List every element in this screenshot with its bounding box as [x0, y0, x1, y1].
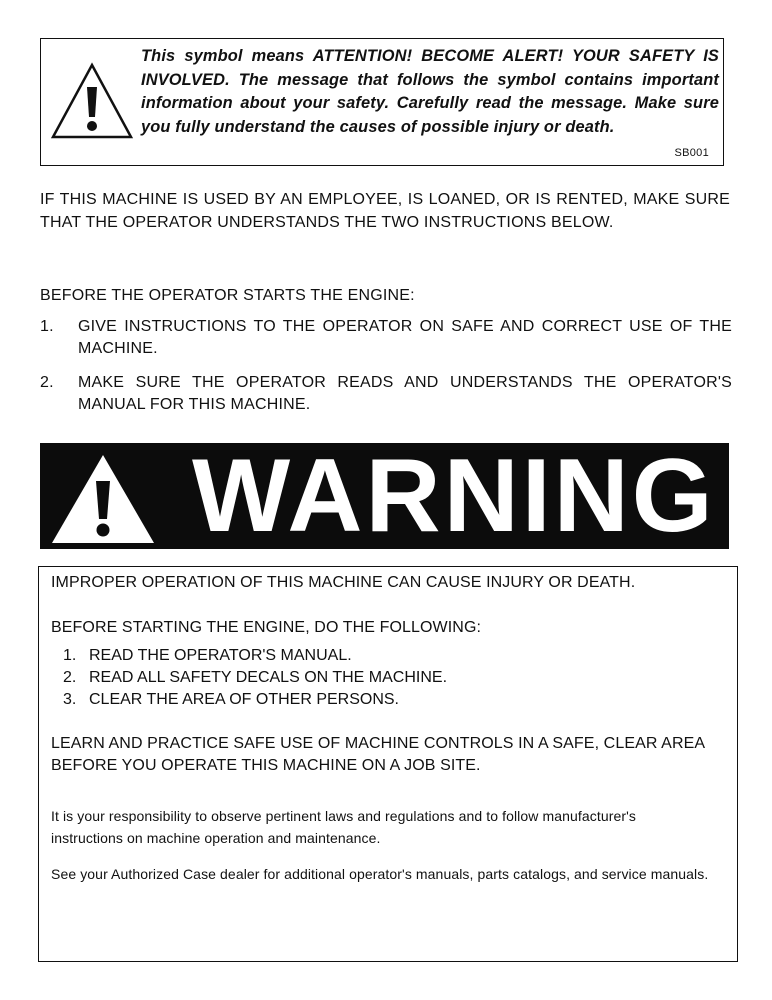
notice-dealer-paragraph: See your Authorized Case dealer for additional operator's manuals, parts catalogs, and service manuals. [51, 866, 709, 882]
list-item-number: 3. [63, 691, 77, 708]
list-item [40, 316, 732, 360]
list-item-text: CLEAR THE AREA OF OTHER PERSONS. [89, 691, 399, 708]
warning-triangle-icon [49, 61, 135, 141]
list-item [63, 645, 447, 667]
notice-before-heading: BEFORE STARTING THE ENGINE, DO THE FOLLOWING: [51, 619, 482, 636]
safety-notice-box [38, 566, 738, 962]
list-item-text: READ ALL SAFETY DECALS ON THE MACHINE. [89, 669, 448, 686]
warning-label: WARNING [192, 438, 716, 554]
intro-before-heading: BEFORE THE OPERATOR STARTS THE ENGINE: [40, 287, 415, 304]
list-item-number: 2. [63, 669, 77, 686]
warning-triangle-icon [50, 453, 156, 545]
intro-paragraph: IF THIS MACHINE IS USED BY AN EMPLOYEE, IS LOANED, OR IS RENTED, MAKE SURE THAT THE OPERATOR UNDERSTANDS THE TWO INSTRUCTIONS BELOW. [40, 191, 730, 231]
warning-banner [40, 438, 729, 554]
list-item [40, 372, 732, 416]
list-item [63, 689, 447, 711]
list-item-text: MAKE SURE THE OPERATOR READS AND UNDERSTANDS THE OPERATOR'S MANUAL FOR THIS MACHINE. [78, 374, 732, 413]
notice-headline: IMPROPER OPERATION OF THIS MACHINE CAN CAUSE INJURY OR DEATH. [51, 574, 636, 591]
notice-responsibility-paragraph: It is your responsibility to observe pertinent laws and regulations and to follow manufacturer's instructions on machine operation and maintenance. [51, 808, 637, 846]
list-item [63, 667, 447, 689]
intro-steps-list [40, 316, 732, 428]
safety-alert-text: This symbol means ATTENTION! BECOME ALERT! YOUR SAFETY IS INVOLVED. The message that follows the symbol contains important information about your safety. Carefully read the message. Make sure you fully understand the causes of possible injury or death. [141, 47, 719, 136]
safety-alert-code: SB001 [674, 147, 709, 159]
list-item-text: READ THE OPERATOR'S MANUAL. [89, 647, 352, 664]
list-item-number: 1. [40, 318, 54, 335]
list-item-text: GIVE INSTRUCTIONS TO THE OPERATOR ON SAFE AND CORRECT USE OF THE MACHINE. [78, 318, 732, 357]
notice-learn-paragraph: LEARN AND PRACTICE SAFE USE OF MACHINE CONTROLS IN A SAFE, CLEAR AREA BEFORE YOU OPERATE THIS MACHINE ON A JOB SITE. [51, 735, 705, 774]
notice-items-list [63, 645, 447, 711]
safety-alert-box [40, 38, 724, 166]
list-item-number: 1. [63, 647, 77, 664]
list-item-number: 2. [40, 374, 54, 391]
